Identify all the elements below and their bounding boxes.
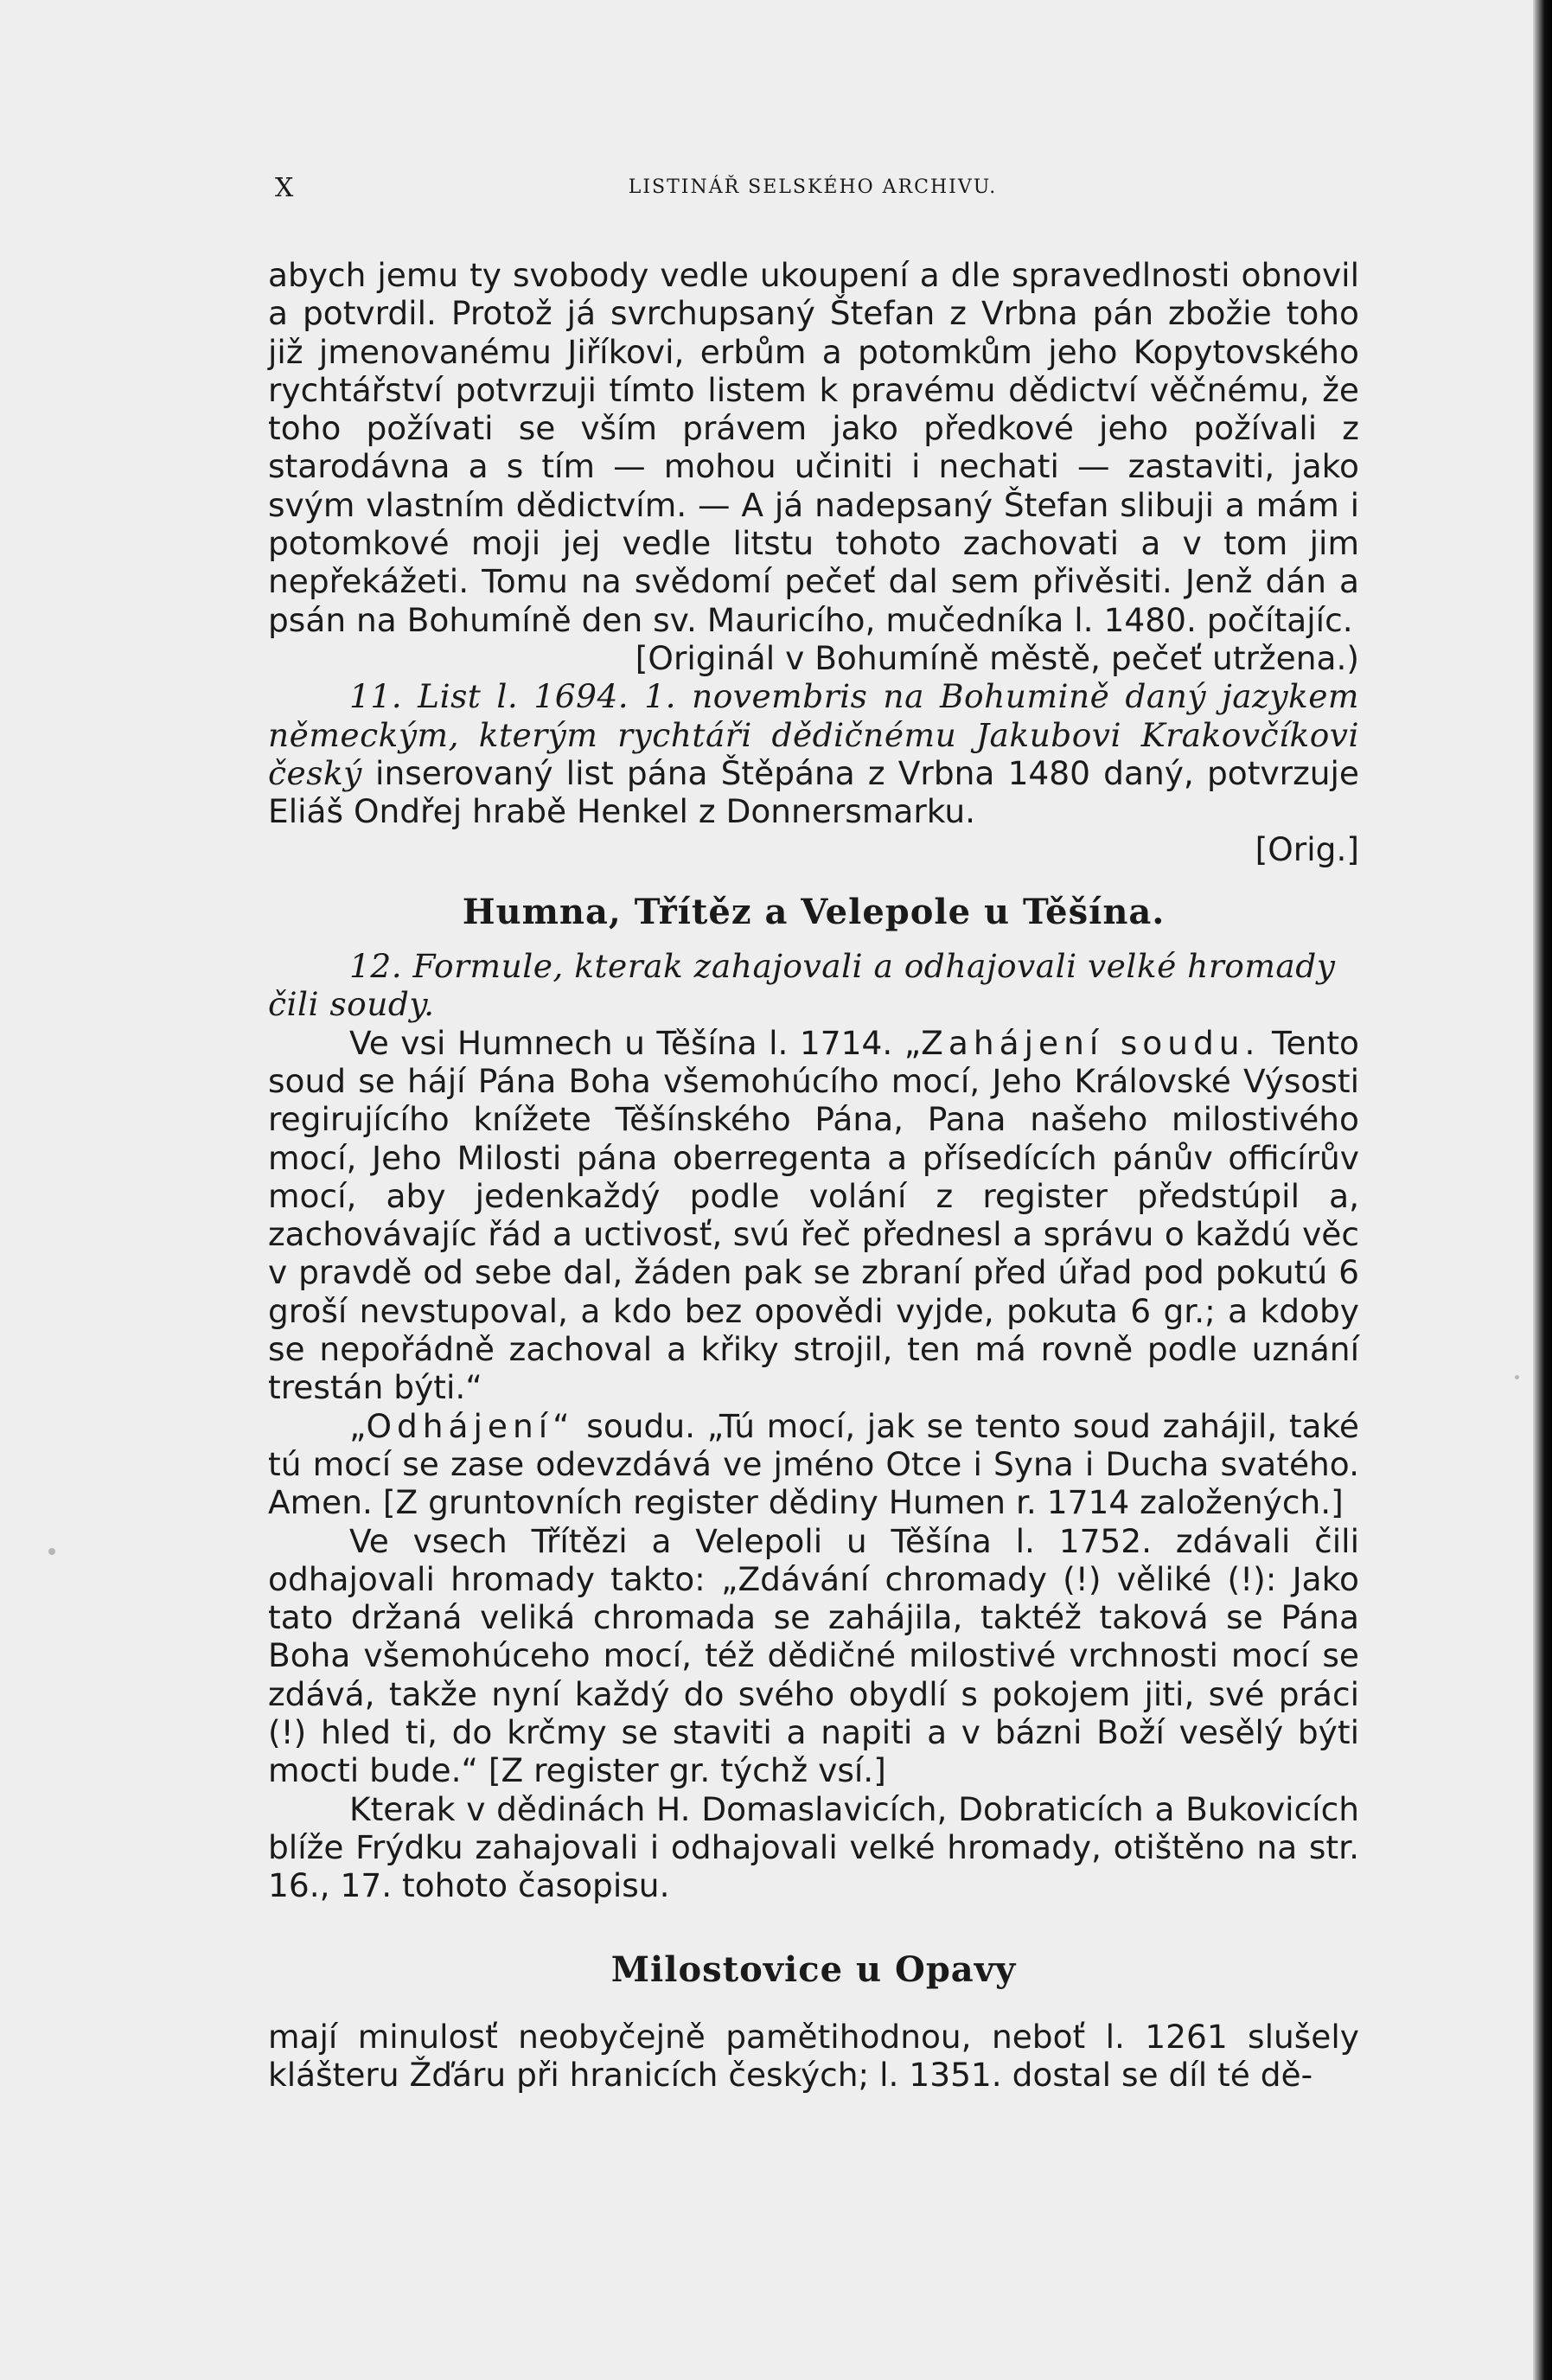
paragraph-milostovice: mají minulosť neobyčejně pamětihodnou, neboť l. 1261 slušely klášteru Žďáru při hranicích českých; l. 1351. dostal se díl té dě-: [268, 2017, 1359, 2095]
running-head: LISTINÁŘ SELSKÉHO ARCHIVU.: [628, 176, 998, 198]
body-text: [268, 256, 1359, 2094]
zahajeni-spaced: Zahájení soudu.: [921, 1023, 1261, 1062]
source-note-1: [Originál v Bohumíně městě, pečeť utržena.): [635, 638, 1359, 677]
entry-11-text: inserovaný list pána Štěpána z Vrbna 1480 daný, potvrzuje Eliáš Ondřej hrabě Henkel z Donnersmarku.: [268, 753, 1360, 831]
page-edge-shadow: [1533, 0, 1552, 2380]
odhajeni-lead: „: [349, 1406, 367, 1445]
scan-speck: [48, 1548, 55, 1555]
entry-12-title: 12. Formule, kterak zahajovali a odhajovali velké hromady: [349, 947, 1336, 986]
entry-12-title-cont: čili soudy.: [268, 985, 435, 1024]
zahajeni-body: Tento soud se hájí Pána Boha všemohúcího mocí, Jeho Královské Výsosti regirujícího knížete Těšínského Pána, Pana našeho milostivého mocí, Jeho Milosti pána oberregenta a přísedících pánův officírův mocí, aby jedenkaždý podle volání z register předstúpil a, zachovávajíc řád a uctivosť, svú řeč přednesl a správu o každú věc v pravdě od sebe dal, žáden pak se zbraní před úřad pod pokutú 6 groší nevstupoval, a kdo bez opovědi vyjde, pokuta 6 gr.; a kdoby se nepořádně zachoval a křiky strojil, ten má rovně podle uznání trestán býti.“: [268, 1023, 1359, 1407]
page-header: [268, 173, 1357, 208]
entry-11: [268, 677, 1359, 830]
paragraph-zahajeni: [268, 1024, 1359, 1407]
entry-11-fraktur: 11. List l. 1694. 1. novembris na Bohumině daný jazykem německým, kterým rychtáři dědičnému Jakubovi Krakovčíkovi český: [268, 677, 1359, 792]
paragraph-tritez: Ve vsech Třítězi a Velepoli u Těšína l. 1752. zdávali čili odhajovali hromady takto: „Zdávání chromady (!) věliké (!): Jako tato držaná veliká chromada se zahájila, taktéž taková se Pána Boha všemohúceho mocí, též dědičné milostivé vrchnosti mocí se zdává, takže nyní každý do svého obydlí s pokojem jiti, své práci (!) hled ti, do krčmy se staviti a napiti a v bázni Boží vesělý býti mocti bude.“ [Z register gr. týchž vsí.]: [268, 1521, 1359, 1790]
paragraph-charter-text: abych jemu ty svobody vedle ukoupení a dle spravedlnosti obnovil a potvrdil. Protož já svrchupsaný Štefan z Vrbna pán zbožie toho již jmenovanému Jiříkovi, erbům a potomkům jeho Kopytovského rychtářství potvrzuji tímto listem k pravému dědictví věčnému, že toho požívati se vším právem jako předkové jeho požívali z starodávna a s tím — mohou učiniti i nechati — zastaviti, jako svým vlastním dědictvím. — A já nadepsaný Štefan slibuji a mám i potomkové moji jej vedle litstu tohoto zachovati a v tom jim nepřekážeti. Tomu na svědomí pečeť dal sem přivěsiti. Jenž dán a psán na Bohumíně den sv. Mauricího, mučedníka l. 1480. počítajíc.: [268, 256, 1359, 639]
odhajeni-spaced: Odhájení“: [366, 1406, 575, 1445]
page-number: X: [275, 173, 295, 203]
scan-speck: [1515, 1375, 1519, 1379]
source-note-2: [Orig.]: [1255, 830, 1359, 869]
section-heading-humna: Humna, Třítěz a Velepole u Těšína.: [462, 891, 1166, 932]
paragraph-odhajeni: [268, 1407, 1359, 1522]
zahajeni-lead: Ve vsi Humnech u Těšína l. 1714. „: [349, 1023, 922, 1062]
section-heading-milostovice: Milostovice u Opavy: [610, 1949, 1017, 1991]
paragraph-domaslavice: Kterak v dědinách H. Domaslavicích, Dobraticích a Bukovicích blíže Frýdku zahajovali i odhajovali velké hromady, otištěno na str. 16., 17. tohoto časopisu.: [268, 1789, 1359, 1905]
odhajeni-body: soudu. „Tú mocí, jak se tento soud zahájil, také tú mocí se zase odevzdává ve jméno Otce i Syna i Ducha svatého. Amen. [Z gruntovních register dědiny Humen r. 1714 založených.]: [268, 1406, 1359, 1522]
